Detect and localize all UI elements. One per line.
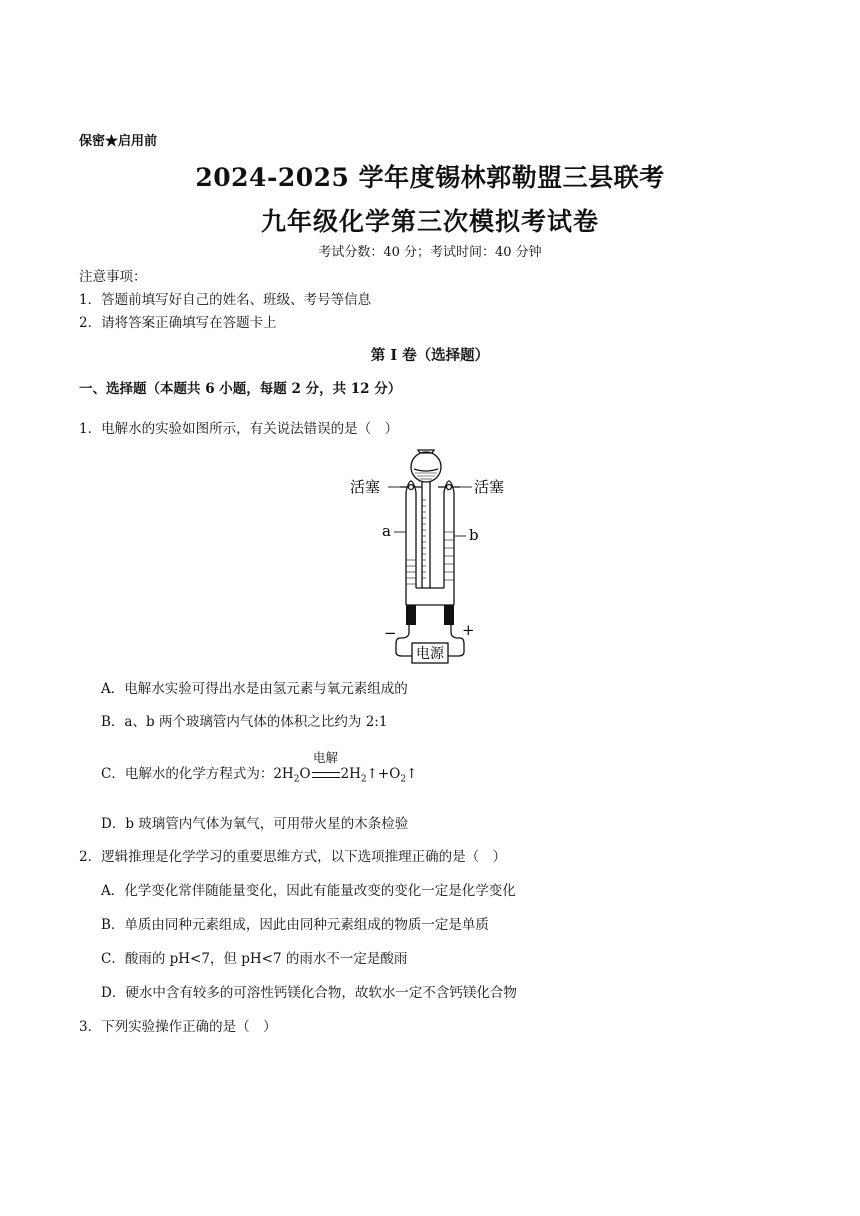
electrolysis-apparatus-figure bbox=[340, 440, 520, 665]
q2-option-c: C．酸雨的 pH<7，但 pH<7 的雨水不一定是酸雨 bbox=[101, 951, 408, 967]
exam-info: 考试分数：40 分；考试时间：40 分钟 bbox=[318, 245, 542, 260]
question-3-stem: 3．下列实验操作正确的是（ ） bbox=[79, 1019, 277, 1035]
q2-option-a: A．化学变化常伴随能量变化，因此有能量改变的变化一定是化学变化 bbox=[101, 883, 516, 899]
negative-terminal-label: − bbox=[384, 624, 397, 642]
stopcock-left-label: 活塞 bbox=[350, 478, 381, 496]
positive-terminal-label: + bbox=[462, 621, 475, 639]
notes-heading: 注意事项： bbox=[79, 269, 147, 285]
equation-condition: 电解 bbox=[311, 766, 341, 782]
note-item-2: 2．请将答案正确填写在答题卡上 bbox=[79, 315, 277, 331]
stopcock-right-label: 活塞 bbox=[474, 478, 505, 496]
question-1-stem: 1．电解水的实验如图所示，有关说法错误的是（ ） bbox=[79, 421, 399, 437]
q1-option-a: A．电解水实验可得出水是由氢元素与氧元素组成的 bbox=[101, 681, 408, 697]
q2-option-b: B．单质由同种元素组成，因此由同种元素组成的物质一定是单质 bbox=[101, 917, 489, 933]
q2-option-d: D．硬水中含有较多的可溶性钙镁化合物，故软水一定不含钙镁化合物 bbox=[101, 985, 517, 1001]
section-title: 第 I 卷（选择题） bbox=[370, 347, 490, 364]
part-title: 一、选择题（本题共 6 小题，每题 2 分，共 12 分） bbox=[79, 381, 402, 397]
tube-a-label: a bbox=[382, 522, 391, 540]
confidential-label: 保密★启用前 bbox=[79, 134, 158, 149]
q1-option-b: B．a、b 两个玻璃管内气体的体积之比约为 2:1 bbox=[101, 714, 388, 730]
exam-title-line2: 九年级化学第三次模拟考试卷 bbox=[260, 207, 599, 236]
q1-option-c: C．电解水的化学方程式为：$2H_2O$ 电解 $2H_2↑+O_2↑$ bbox=[101, 750, 418, 785]
question-2-stem: 2．逻辑推理是化学学习的重要思维方式，以下选项推理正确的是（ ） bbox=[79, 849, 507, 865]
exam-title-line1: 2024-2025 学年度锡林郭勒盟三县联考 bbox=[195, 163, 665, 192]
power-source-label: 电源 bbox=[416, 646, 444, 662]
note-item-1: 1．答题前填写好自己的姓名、班级、考号等信息 bbox=[79, 292, 372, 308]
tube-b-label: b bbox=[469, 526, 479, 544]
q1-option-d: D．b 玻璃管内气体为氧气，可用带火星的木条检验 bbox=[101, 816, 409, 832]
